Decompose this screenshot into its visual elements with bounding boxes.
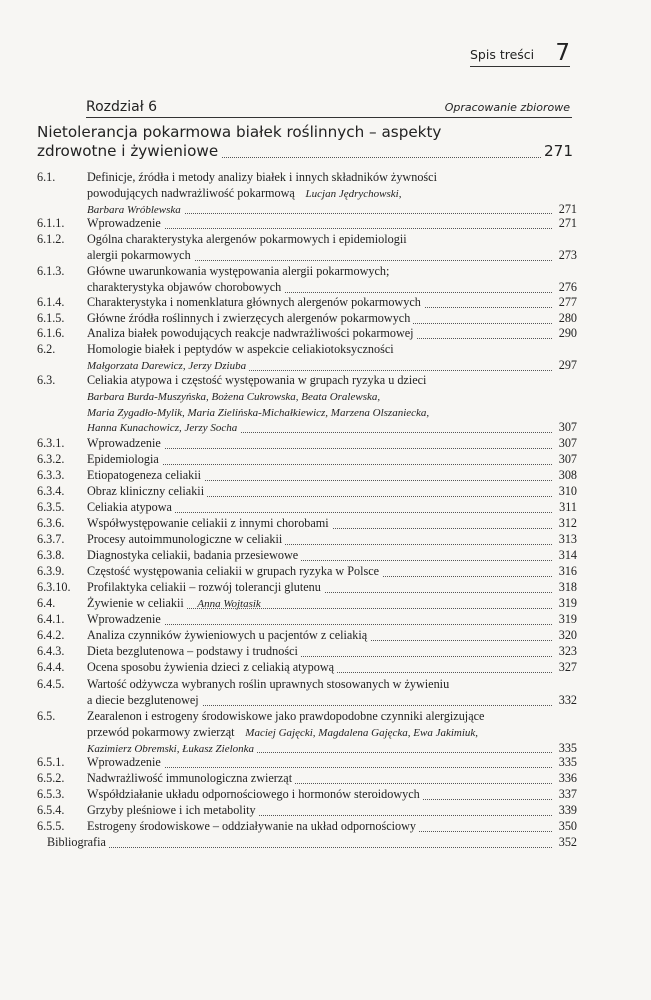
toc-entry-text <box>87 596 552 612</box>
toc-entry-authors: Kazimierz Obremski, Łukasz Zielonka <box>87 743 257 755</box>
toc-entry-number: 6.5.1. <box>37 755 65 769</box>
toc-entry-text <box>87 468 552 484</box>
toc-entry-title: Dieta bezglutenowa – podstawy i trudności <box>87 644 301 658</box>
toc-entry-page: 336 <box>558 771 577 785</box>
toc-entry-title: Diagnostyka celiakii, badania przesiewowe <box>87 548 301 562</box>
toc-entry-number: 6.3.3. <box>37 468 65 482</box>
toc-entry-text <box>87 755 552 771</box>
toc-entry-number: 6.3.2. <box>37 452 65 466</box>
toc-entry-number: 6.1.4. <box>37 295 65 309</box>
chapter-title-line: Nietolerancja pokarmowa białek roślinnych – aspekty <box>37 123 442 141</box>
toc-entry-title: Charakterystyka i nomenklatura głównych alergenów pokarmowych <box>87 295 424 309</box>
toc-entry-page: 277 <box>558 295 577 309</box>
toc-entry-number: 6.2. <box>37 342 56 356</box>
toc-entry-number: 6.1.5. <box>37 311 65 325</box>
toc-entry-authors: Maciej Gajęcki, Magdalena Gajęcka, Ewa Jakimiuk, <box>242 726 479 739</box>
toc-entry-title: Homologie białek i peptydów w aspekcie celiakiotoksyczności <box>87 342 394 356</box>
toc-entry-number: 6.5.3. <box>37 787 65 801</box>
toc-entry-title: Żywienie w celiakii <box>87 596 187 610</box>
chapter-label: Rozdział 6 <box>86 99 158 115</box>
toc-entry-page: 339 <box>558 803 577 817</box>
toc-entry-number: 6.5.2. <box>37 771 65 785</box>
toc-entry-text <box>87 612 552 628</box>
toc-entry-authors: Hanna Kunachowicz, Jerzy Socha <box>87 422 240 434</box>
toc-entry-title: Wprowadzenie <box>87 755 164 769</box>
toc-entry-page: 323 <box>558 644 577 658</box>
toc-entry-text <box>87 452 552 468</box>
toc-entry-text <box>87 264 552 296</box>
toc-entry-page: 273 <box>558 247 577 262</box>
toc-entry-text <box>47 835 552 851</box>
toc-entry-number: 6.4.3. <box>37 644 65 658</box>
toc-entry-number: 6.3.5. <box>37 500 65 514</box>
toc-entry-page: 307 <box>558 452 577 466</box>
toc-entry-title: Główne uwarunkowania występowania alergii pokarmowych; <box>87 264 390 278</box>
toc-entry-number: 6.3. <box>37 373 56 387</box>
toc-entry-text <box>87 295 552 311</box>
toc-entry-page: 280 <box>558 311 577 325</box>
toc-entry-title: a diecie bezglutenowej <box>87 693 202 707</box>
toc-entry-text <box>87 484 552 500</box>
toc-entry-text <box>87 500 552 516</box>
chapter-authors: Opracowanie zbiorowe <box>444 101 570 114</box>
chapter-title <box>37 123 573 161</box>
toc-entry-text <box>87 548 552 564</box>
chapter-header <box>86 97 572 118</box>
page-number: 7 <box>555 40 570 66</box>
toc-entry-page: 350 <box>558 819 577 833</box>
toc-entry-number: 6.4.5. <box>37 677 65 691</box>
toc-entry-title: Główne źródła roślinnych i zwierzęcych alergenów pokarmowych <box>87 311 413 325</box>
toc-entry-title: Ocena sposobu żywienia dzieci z celiakią atypową <box>87 660 337 674</box>
toc-entry-number: 6.5.4. <box>37 803 65 817</box>
running-title: Spis treści <box>470 47 535 62</box>
toc-entry-page: 335 <box>558 740 577 755</box>
running-head <box>470 40 570 67</box>
toc-entry-title: Ogólna charakterystyka alergenów pokarmowych i epidemiologii <box>87 232 407 246</box>
toc-entry-authors: Anna Wojtasik <box>194 598 261 610</box>
toc-entry-title: Celiakia atypowa <box>87 500 175 514</box>
toc-entry-page: 271 <box>558 201 577 216</box>
toc-entry-authors: Barbara Wróblewska <box>87 204 184 216</box>
dot-leader <box>47 847 552 848</box>
toc-entry-title: Analiza białek powodujących reakcje nadwrażliwości pokarmowej <box>87 326 417 340</box>
toc-entry-page: 290 <box>558 326 577 340</box>
toc-entry-page: 332 <box>558 692 577 707</box>
chapter-page: 271 <box>541 142 573 161</box>
toc-entry-page: 335 <box>558 755 577 769</box>
toc-entry-title: Procesy autoimmunologiczne w celiakii <box>87 532 285 546</box>
toc-entry-text <box>87 628 552 644</box>
toc-entry-number: 6.4.1. <box>37 612 65 626</box>
toc-entry-page: 313 <box>558 532 577 546</box>
chapter-title-line <box>37 142 573 161</box>
toc-entry-number: 6.1.1. <box>37 216 65 230</box>
toc-entry-number: 6.5.5. <box>37 819 65 833</box>
toc-entry-text <box>87 564 552 580</box>
toc-entry-text <box>87 677 552 709</box>
toc-entry-text <box>87 516 552 532</box>
toc-entry-text <box>87 644 552 660</box>
toc-entry-page: 271 <box>558 216 577 230</box>
toc-entry-number: 6.1. <box>37 170 56 184</box>
toc-entry-number: 6.1.2. <box>37 232 65 246</box>
toc-entry-title: Wprowadzenie <box>87 436 164 450</box>
toc-entry-title: charakterystyka objawów chorobowych <box>87 280 284 294</box>
toc-entry-page: 308 <box>558 468 577 482</box>
toc-entry-title: Częstość występowania celiakii w grupach ryzyka w Polsce <box>87 564 382 578</box>
toc-entry-title: Zearalenon i estrogeny środowiskowe jako prawdopodobne czynniki alergizujące <box>87 709 485 723</box>
toc-entry-page: 297 <box>558 357 577 372</box>
toc-entry-title: Epidemiologia <box>87 452 162 466</box>
toc-entry-text <box>87 326 552 342</box>
toc-entry-text <box>87 803 552 819</box>
toc-entry-title: powodujących nadwrażliwość pokarmową <box>87 185 295 200</box>
toc-entry-title: Wprowadzenie <box>87 612 164 626</box>
toc-entry-page: 318 <box>558 580 577 594</box>
toc-entry-text <box>87 660 552 676</box>
toc-entry-authors: Barbara Burda-Muszyńska, Bożena Cukrowska, Beata Oralewska, <box>87 390 381 403</box>
toc-entry-title: Wartość odżywcza wybranych roślin uprawnych stosowanych w żywieniu <box>87 677 450 691</box>
toc-entry-title: Estrogeny środowiskowe – oddziaływanie na układ odpornościowy <box>87 819 419 833</box>
toc-entry-title: Wprowadzenie <box>87 216 164 230</box>
toc-entry-title: Bibliografia <box>47 835 109 849</box>
toc-entry-page: 327 <box>558 660 577 674</box>
toc-entry-text <box>87 771 552 787</box>
toc-entry-text <box>87 709 552 756</box>
toc-entry-title: Profilaktyka celiakii – rozwój tolerancji glutenu <box>87 580 324 594</box>
toc-entry-title: Definicje, źródła i metody analizy białek i innych składników żywności <box>87 170 437 184</box>
toc-entry-page: 352 <box>558 835 577 849</box>
toc-entry-number: 6.3.9. <box>37 564 65 578</box>
toc-entry-page: 311 <box>559 500 577 514</box>
toc-entry-title: alergii pokarmowych <box>87 248 194 262</box>
toc-entry-page: 307 <box>558 420 577 435</box>
toc-entry-page: 276 <box>558 279 577 294</box>
toc-entry-number: 6.1.6. <box>37 326 65 340</box>
toc-entry-title: Analiza czynników żywieniowych u pacjentów z celiakią <box>87 628 370 642</box>
toc-entry-page: 307 <box>558 436 577 450</box>
toc-entry-number: 6.3.1. <box>37 436 65 450</box>
toc-entry-number: 6.1.3. <box>37 264 65 278</box>
toc-entry-number: 6.3.7. <box>37 532 65 546</box>
toc-entry-text <box>87 170 552 217</box>
toc-entry-title: Współdziałanie układu odpornościowego i hormonów steroidowych <box>87 787 423 801</box>
toc-entry-authors: Maria Zygadło-Mylik, Maria Zielińska-Michałkiewicz, Marzena Olszaniecka, <box>87 406 430 419</box>
toc-entry-number: 6.3.8. <box>37 548 65 562</box>
toc-entry-text <box>87 532 552 548</box>
toc-entry-text <box>87 436 552 452</box>
toc-entry-text <box>87 580 552 596</box>
toc-entry-page: 319 <box>558 596 577 610</box>
toc-entry-number: 6.5. <box>37 709 56 723</box>
toc-entry-title: Współwystępowanie celiakii z innymi chorobami <box>87 516 332 530</box>
toc-entry-authors: Lucjan Jędrychowski, <box>302 187 402 200</box>
toc-entry-text <box>87 787 552 803</box>
toc-entry-title: Grzyby pleśniowe i ich metabolity <box>87 803 259 817</box>
toc-entry-text <box>87 342 552 374</box>
toc-entry-text <box>87 819 552 835</box>
toc-entry-page: 337 <box>558 787 577 801</box>
toc-entry-page: 320 <box>558 628 577 642</box>
toc-entry-text <box>87 373 552 436</box>
toc-entry-title: Obraz kliniczny celiakii <box>87 484 207 498</box>
toc-entry-number: 6.3.10. <box>37 580 71 594</box>
toc-entry-page: 319 <box>558 612 577 626</box>
toc-entry-text <box>87 232 552 264</box>
toc-entry-number: 6.4. <box>37 596 56 610</box>
toc-entry-page: 314 <box>558 548 577 562</box>
toc-entry-page: 310 <box>558 484 577 498</box>
toc-entry-text <box>87 216 552 232</box>
toc-entry-number: 6.4.2. <box>37 628 65 642</box>
toc-entry-title: Nadwrażliwość immunologiczna zwierząt <box>87 771 295 785</box>
toc-entry-page: 312 <box>558 516 577 530</box>
toc-entry-authors: Małgorzata Darewicz, Jerzy Dziuba <box>87 360 249 372</box>
toc-entry-text <box>87 311 552 327</box>
chapter-title-text: zdrowotne i żywieniowe <box>37 142 221 160</box>
toc-entry-number: 6.4.4. <box>37 660 65 674</box>
toc-entry-number: 6.3.4. <box>37 484 65 498</box>
toc-entry-page: 316 <box>558 564 577 578</box>
toc-entry-title: przewód pokarmowy zwierząt <box>87 724 235 739</box>
toc-entry-title: Etiopatogeneza celiakii <box>87 468 204 482</box>
toc-entry-number: 6.3.6. <box>37 516 65 530</box>
toc-entry-title: Celiakia atypowa i częstość występowania w grupach ryzyka u dzieci <box>87 373 427 387</box>
